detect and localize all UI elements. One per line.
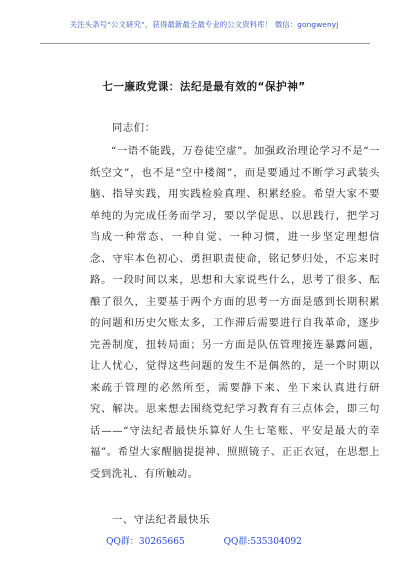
footer-qq-line <box>0 534 408 547</box>
salutation: 同志们： <box>112 122 156 134</box>
section-heading: 一、守法纪者最快乐 <box>112 514 211 526</box>
body-paragraph: “一语不能践，万卷徒空虚”。加强政治理论学习不是“一纸空文”，也不是“空中楼阁”，而是要通过不断学习武装头脑、指导实践，用实践检验真理、积累经验。希望大家不要单纯的为完成任务而学习，要以学促思、以思践行，把学习当成一种常态、一种自觉、一种习惯，进一步坚定理想信念、守牢本色初心、勇担职责使命，铭记梦归处，不忘来时路。一段时间以来，思想和大家说些什么，思考了很多、酝酿了很久，主要基于两个方面的思考一方面是感到长期积累的问题和历史欠账太多，工作滞后需要进行自我革命，逐步完善制度，扭转局面；另一方面是队伍管理接连暴露问题，让人忧心，觉得这些问题的发生不是偶然的，是一个时期以来疏于管理的必然所至，需要静下来、坐下来认真进行研究、解决。思来想去围绕党纪学习教育有三点体会，即三句话——“守法纪者最快乐算好人生七笔账、平安是最大的幸福”。希望大家醒脑提提神、照照镜子、正正衣冠，在思想上受到洗礼、有所触动。 <box>90 145 380 480</box>
footer-qq-group-1: QQ群：30265665 <box>106 537 185 547</box>
footer-qq-group-2: QQ群:535304092 <box>223 537 302 547</box>
header-divider <box>40 43 370 44</box>
document-title: 七一廉政党课：法纪是最有效的“保护神” <box>102 81 306 93</box>
header-promo-note: 关注头条号“公文研究”，获得最新最全最专业的公文资料库！ 微信：gongwenyj <box>69 20 339 29</box>
